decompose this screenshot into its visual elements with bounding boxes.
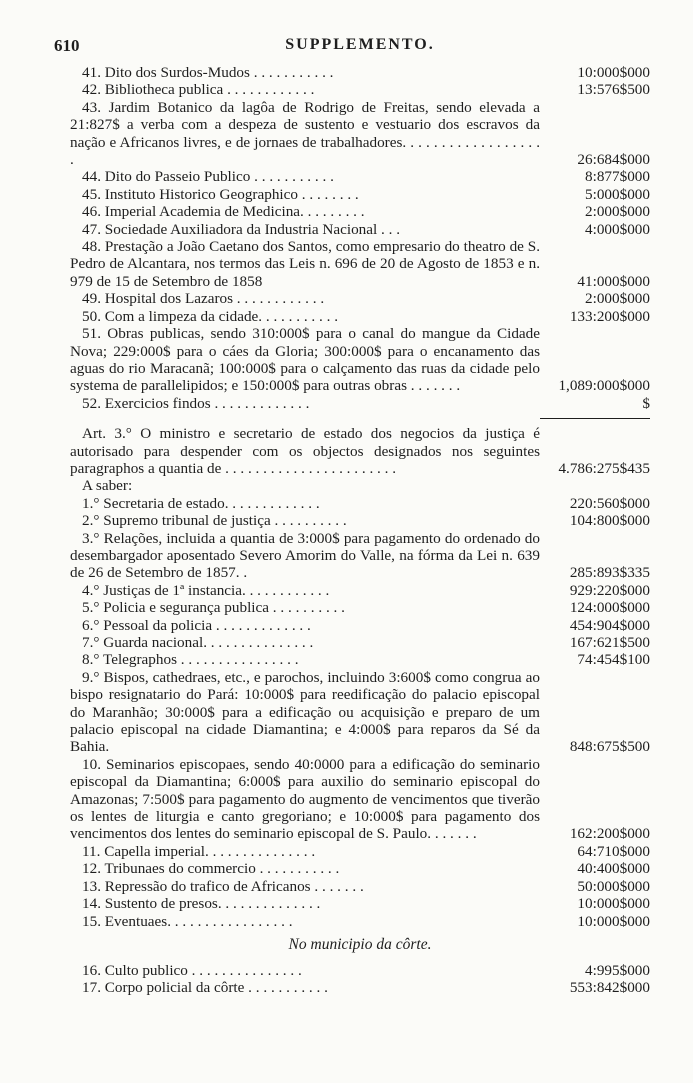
entry-text: 52. Exercicios findos . . . . . . . . . . . . . — [82, 394, 310, 412]
entries-list-top — [70, 64, 650, 412]
entry-text: 43. Jardim Botanico da lagôa de Rodrigo de Freitas, sendo elevada a 21:827$ a verba com a despeza de sustento e vestuario dos escravos da nação e Africanos livres, e de jornaes de trabalhadores. . . . . . . . . . . . . . . . . . . — [70, 98, 540, 169]
ledger-entry — [70, 669, 650, 756]
article-3 — [70, 425, 650, 477]
ledger-entry — [70, 203, 650, 220]
entry-amount: 2:000$000 — [585, 203, 650, 221]
entries-list-justica — [70, 495, 650, 930]
ledger-entry — [70, 395, 650, 412]
entry-amount: 74:454$100 — [577, 651, 650, 669]
entry-amount: 40:400$000 — [577, 860, 650, 878]
entry-text: 6.° Pessoal da policia . . . . . . . . . . . . . — [82, 616, 311, 634]
article-text: Art. 3.° O ministro e secretario de estado dos negocios da justiça é autorisado para despender com os objectos designados nos seguintes paragraphos a quantia de . . . . . . . . . . . . . . . . . . . . . . . — [70, 425, 540, 477]
ledger-entry — [70, 617, 650, 634]
entry-text: 7.° Guarda nacional. . . . . . . . . . . . . . . — [82, 634, 314, 651]
entry-amount: 8:877$000 — [585, 168, 650, 186]
entry-amount: 553:842$000 — [569, 979, 650, 997]
ledger-entry — [70, 168, 650, 185]
ledger-entry — [70, 756, 650, 843]
entry-text: 8.° Telegraphos . . . . . . . . . . . . . . . . — [82, 651, 299, 669]
entry-amount: 124:000$000 — [569, 599, 650, 617]
entry-text: 51. Obras publicas, sendo 310:000$ para o canal do mangue da Cidade Nova; 229:000$ para o cáes da Gloria; 300:000$ para o encanamento das aguas do rio Maracanã; 100:000$ para o calçamento das ruas da cidade pelo systema de parallelipidos; e 150:000$ para outras obras . . . . . . . — [70, 325, 540, 395]
entry-text: 15. Eventuaes. . . . . . . . . . . . . . . . . — [82, 912, 293, 930]
entry-text: 4.° Justiças de 1ª instancia. . . . . . . . . . . . — [82, 581, 330, 599]
entry-amount: 2:000$000 — [585, 290, 650, 308]
entry-text: 2.° Supremo tribunal de justiça . . . . . . . . . . — [82, 512, 347, 530]
entry-amount: 10:000$000 — [577, 895, 650, 913]
ledger-entry — [70, 860, 650, 877]
ledger-entry — [70, 913, 650, 930]
entry-text: 9.° Bispos, cathedraes, etc., e parochos, incluindo 3:600$ como congrua ao bispo resignatario do Pará: 10:000$ para reedificação do palacio episcopal do Maranhão; 30:000$ para a edificação ou acquisição e preparo de um palacio episcopal na cidade Diamantina; e 4:000$ para reparos da Sé da Bahia. — [70, 668, 540, 756]
ledger-entry — [70, 843, 650, 860]
entry-amount: 133:200$000 — [569, 307, 650, 325]
entry-amount: 220:560$000 — [569, 494, 650, 512]
ledger-entry — [70, 221, 650, 238]
ledger-entry — [70, 64, 650, 81]
page-number: 610 — [54, 36, 80, 55]
entry-amount: 167:621$500 — [569, 634, 650, 651]
entry-amount: $ — [642, 394, 650, 412]
entry-text: 47. Sociedade Auxiliadora da Industria Nacional . . . — [82, 220, 401, 238]
entry-text: 1.° Secretaria de estado. . . . . . . . . . . . . — [82, 494, 320, 512]
entry-text: 12. Tribunaes do commercio . . . . . . . . . . . — [82, 860, 340, 878]
entry-text: 16. Culto publico . . . . . . . . . . . . . . . — [82, 961, 302, 979]
entry-text: 5.° Policia e segurança publica . . . . . . . . . . — [82, 599, 345, 617]
entry-text: 10. Seminarios episcopaes, sendo 40:0000 para a edificação do seminario episcopal da Diamantina; 6:000$ para auxilio do seminario episcopal do Amazonas; 7:500$ para pagamento do augmento de vencimentos que tiverão os lentes de liturgia e canto gregoriano; e 10:000$ para pagamento dos vencimentos dos lentes do seminario episcopal de S. Paulo. . . . . . . — [70, 755, 540, 843]
entry-amount: 848:675$500 — [569, 738, 650, 756]
entry-amount: 13:576$500 — [577, 81, 650, 99]
ledger-entry — [70, 651, 650, 668]
entry-text: 45. Instituto Historico Geographico . . . . . . . . — [82, 185, 359, 203]
article-block — [70, 425, 650, 495]
entry-text: 46. Imperial Academia de Medicina. . . . . . . . . — [82, 203, 365, 221]
a-saber — [70, 477, 650, 494]
ledger-entry — [70, 895, 650, 912]
ledger-entry — [70, 238, 650, 290]
entry-text: 48. Prestação a João Caetano dos Santos, como empresario do theatro de S. Pedro de Alcantara, nos termos das Leis n. 696 de 20 de Agosto de 1853 e n. 979 de 15 de Setembro de 1858 — [70, 238, 540, 290]
entry-amount: 26:684$000 — [577, 151, 650, 169]
ledger-entry — [70, 186, 650, 203]
ledger-entry — [70, 962, 650, 979]
ledger-entry — [70, 81, 650, 98]
divider-rule — [540, 418, 650, 419]
entry-text: 42. Bibliotheca publica . . . . . . . . . . . . — [82, 81, 315, 99]
ledger-entry — [70, 495, 650, 512]
entry-text: 3.° Relações, incluida a quantia de 3:000$ para pagamento do ordenado do desembargador aposentado Severo Amorim do Valle, na fórma da Lei n. 639 de 26 de Setembro de 1857. . — [70, 529, 540, 582]
page-title: SUPPLEMENTO. — [285, 36, 435, 53]
article-amount: 4.786:275$435 — [558, 459, 650, 477]
a-saber-label: A saber: — [82, 477, 133, 495]
entry-text: 17. Corpo policial da côrte . . . . . . . . . . . — [82, 979, 328, 997]
entry-amount: 454:904$000 — [569, 616, 650, 634]
ledger-entry — [70, 979, 650, 996]
ledger-entry — [70, 325, 650, 395]
entry-amount: 4:000$000 — [585, 220, 650, 238]
entry-amount: 5:000$000 — [585, 185, 650, 203]
ledger-entry — [70, 512, 650, 529]
entry-text: 13. Repressão do trafico de Africanos . . . . . . . — [82, 877, 364, 895]
entry-amount: 41:000$000 — [577, 272, 650, 290]
ledger-entry — [70, 582, 650, 599]
entry-amount: 64:710$000 — [577, 842, 650, 860]
entry-text: 41. Dito dos Surdos-Mudos . . . . . . . . . . . — [82, 64, 334, 81]
entry-text: 50. Com a limpeza da cidade. . . . . . . . . . . — [82, 307, 339, 325]
entry-amount: 4:995$000 — [585, 961, 650, 979]
entries-list-corte — [70, 962, 650, 997]
entry-text: 14. Sustento de presos. . . . . . . . . . . . . . — [82, 895, 321, 913]
ledger-entry — [70, 599, 650, 616]
ledger-entry — [70, 99, 650, 169]
entry-amount: 162:200$000 — [569, 825, 650, 843]
entry-amount: 10:000$000 — [577, 912, 650, 930]
ledger-entry — [70, 634, 650, 651]
entry-text: 44. Dito do Passeio Publico . . . . . . . . . . . — [82, 168, 334, 186]
ledger-entry — [70, 878, 650, 895]
entry-amount: 929:220$000 — [569, 581, 650, 599]
ledger-entry — [70, 290, 650, 307]
document-page — [54, 34, 650, 997]
entry-amount: 10:000$000 — [577, 64, 650, 81]
entry-amount: 1,089:000$000 — [558, 377, 650, 395]
entry-amount: 104:800$000 — [569, 512, 650, 530]
ledger-entry — [70, 530, 650, 582]
entry-text: 49. Hospital dos Lazaros . . . . . . . . . . . . — [82, 290, 325, 308]
entry-text: 11. Capella imperial. . . . . . . . . . . . . . . — [82, 842, 316, 860]
entry-amount: 285:893$335 — [569, 564, 650, 582]
page-header — [54, 34, 650, 64]
section-title: No municipio da côrte. — [288, 935, 432, 953]
entry-amount: 50:000$000 — [577, 877, 650, 895]
ledger-entry — [70, 308, 650, 325]
